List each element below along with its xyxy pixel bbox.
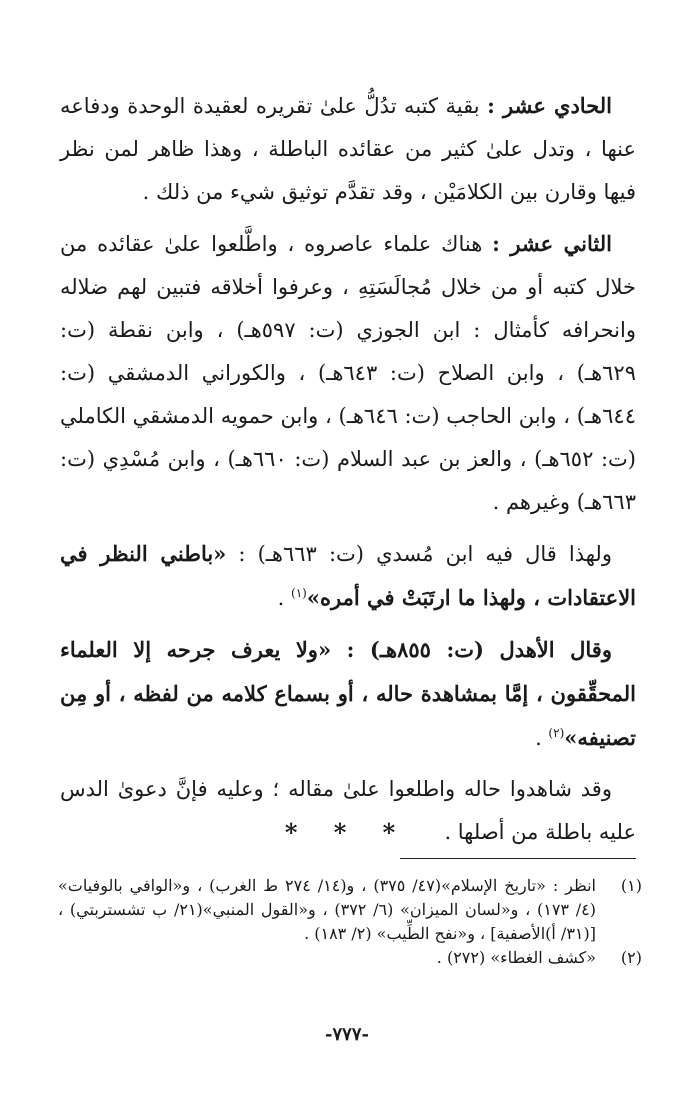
footnote-2	[58, 946, 642, 970]
footnote-ref-1: (١)	[291, 586, 307, 600]
paragraph-heading: الحادي عشر :	[487, 93, 612, 118]
paragraph-eleventh	[60, 84, 636, 214]
paragraph-text: هناك علماء عاصروه ، واطَّلعوا علىٰ عقائده من خلال كتبه أو من خلال مُجالَسَتِهِ ، وعرفوا أخلاقه فتبين لهم ضلاله وانحرافه كأمثال : ابن الجوزي (ت: ٥٩٧هـ) ، وابن نقطة (ت: ٦٢٩هـ) ، وابن الصلاح (ت: ٦٤٣هـ) ، والكوراني الدمشقي (ت: ٦٤٤هـ) ، وابن الحاجب (ت: ٦٤٦هـ) ، وابن حمويه الدمشقي الكاملي (ت: ٦٥٢هـ) ، والعز بن عبد السلام (ت: ٦٦٠هـ) ، وابن مُسْدِي (ت: ٦٦٣هـ) وغيرهم .	[60, 232, 636, 514]
footnote-divider	[400, 858, 636, 859]
quote-end: .	[535, 726, 549, 750]
footnote-1	[58, 874, 642, 946]
page-number: -٧٧٧-	[325, 1024, 369, 1045]
quote-text: «باطني النظر في الاعتقادات ، ولهذا ما ارتَبَتْ في أمره»	[60, 541, 636, 610]
footnote-text: انظر : «تاريخ الإسلام»(٤٧/ ٣٧٥) ، و(١٤/ ٢٧٤ ط الغرب) ، و«الوافي بالوفيات» (٤/ ١٧٣) ، و«لسان الميزان» (٦/ ٣٧٢) ، و«القول المنبي»(٢١/ ب تشستربتي) ، [(٣١/ أ)الأصفية] ، و«نفح الطِّيب» (٢/ ١٨٣) .	[58, 876, 596, 943]
section-separator: * * *	[284, 818, 410, 847]
paragraph-heading: الثاني عشر :	[492, 231, 612, 256]
footnote-text: «كشف الغطاء» (٢٧٢) .	[436, 948, 596, 967]
quote-intro: وقال الأهدل (ت: ٨٥٥هـ) :	[331, 637, 612, 662]
paragraph-twelfth	[60, 222, 636, 524]
footnote-number: (١)	[620, 876, 642, 895]
paragraph-text: بقية كتبه تدُلُّ علىٰ تقريره لعقيدة الوحدة ودفاعه عنها ، وتدل علىٰ كثير من عقائده الباطلة ، وهذا ظاهر لمن نظر فيها وقارن بين الكلامَيْن ، وقد تقدَّم توثيق شيء من ذلك .	[60, 94, 636, 204]
paragraph-ibn-musdi-quote	[60, 532, 636, 620]
footnotes	[58, 874, 642, 970]
quote-intro: ولهذا قال فيه ابن مُسدي (ت: ٦٦٣هـ) :	[226, 542, 612, 566]
footnote-number: (٢)	[620, 948, 642, 967]
footnote-ref-2: (٢)	[548, 726, 565, 740]
paragraph-ahdal-quote	[60, 628, 636, 760]
quote-end: .	[277, 586, 292, 610]
main-text	[60, 84, 636, 862]
paragraph-text: وقد شاهدوا حاله واطلعوا علىٰ مقاله ؛ وعليه فإنَّ دعوىٰ الدس عليه باطلة من أصلها .	[60, 777, 636, 844]
quote-text: «ولا يعرف جرحه إلا العلماء المحقِّقون ، إمَّا بمشاهدة حاله ، أو بسماع كلامه من لفظه ، أو مِن تصنيفه»	[60, 637, 636, 750]
